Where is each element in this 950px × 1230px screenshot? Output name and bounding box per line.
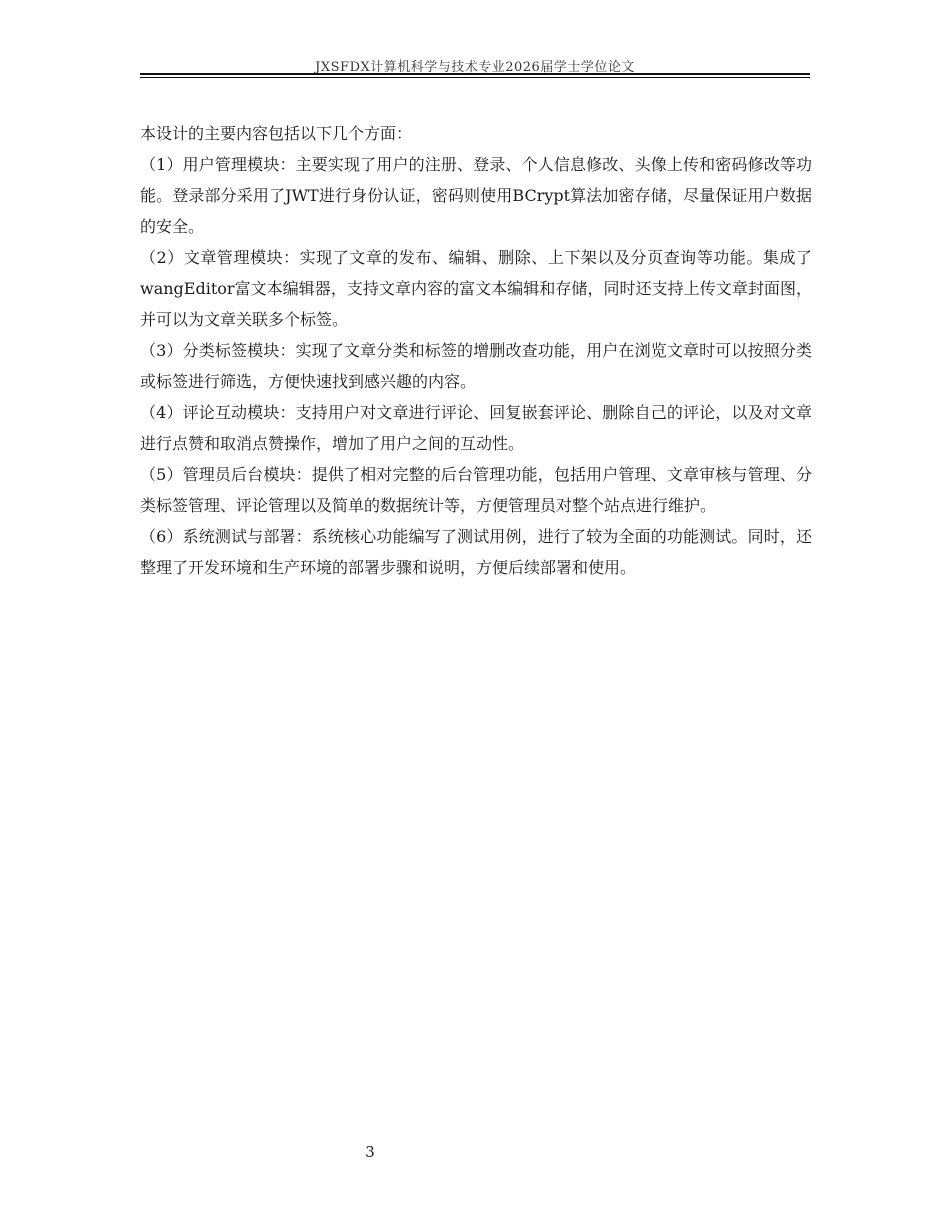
item-category-tag: （3）分类标签模块：实现了文章分类和标签的增删改查功能，用户在浏览文章时可以按照分类或标签进行筛选，方便快速找到感兴趣的内容。 xyxy=(140,341,812,391)
page-number: 3 xyxy=(365,1143,375,1161)
item-user-management: （1）用户管理模块：主要实现了用户的注册、登录、个人信息修改、头像上传和密码修改等功能。登录部分采用了JWT进行身份认证，密码则使用BCrypt算法加密存储，尽量保证用户数据的安全。 xyxy=(140,155,812,236)
header-divider xyxy=(140,73,810,75)
item-comment-interaction: （4）评论互动模块：支持用户对文章进行评论、回复嵌套评论、删除自己的评论，以及对文章进行点赞和取消点赞操作，增加了用户之间的互动性。 xyxy=(140,403,812,453)
item-testing-deployment: （6）系统测试与部署：系统核心功能编写了测试用例，进行了较为全面的功能测试。同时，还整理了开发环境和生产环境的部署步骤和说明，方便后续部署和使用。 xyxy=(140,527,812,577)
header-divider-thin xyxy=(140,77,810,78)
document-body xyxy=(140,118,812,583)
item-admin-backend: （5）管理员后台模块：提供了相对完整的后台管理功能，包括用户管理、文章审核与管理、分类标签管理、评论管理以及简单的数据统计等，方便管理员对整个站点进行维护。 xyxy=(140,465,812,515)
page-header: JXSFDX计算机科学与技术专业2026届学士学位论文 xyxy=(315,60,635,75)
item-article-management: （2）文章管理模块：实现了文章的发布、编辑、删除、上下架以及分页查询等功能。集成了wangEditor富文本编辑器，支持文章内容的富文本编辑和存储，同时还支持上传文章封面图，并可以为文章关联多个标签。 xyxy=(140,248,812,329)
intro-paragraph: 本设计的主要内容包括以下几个方面： xyxy=(140,124,413,143)
